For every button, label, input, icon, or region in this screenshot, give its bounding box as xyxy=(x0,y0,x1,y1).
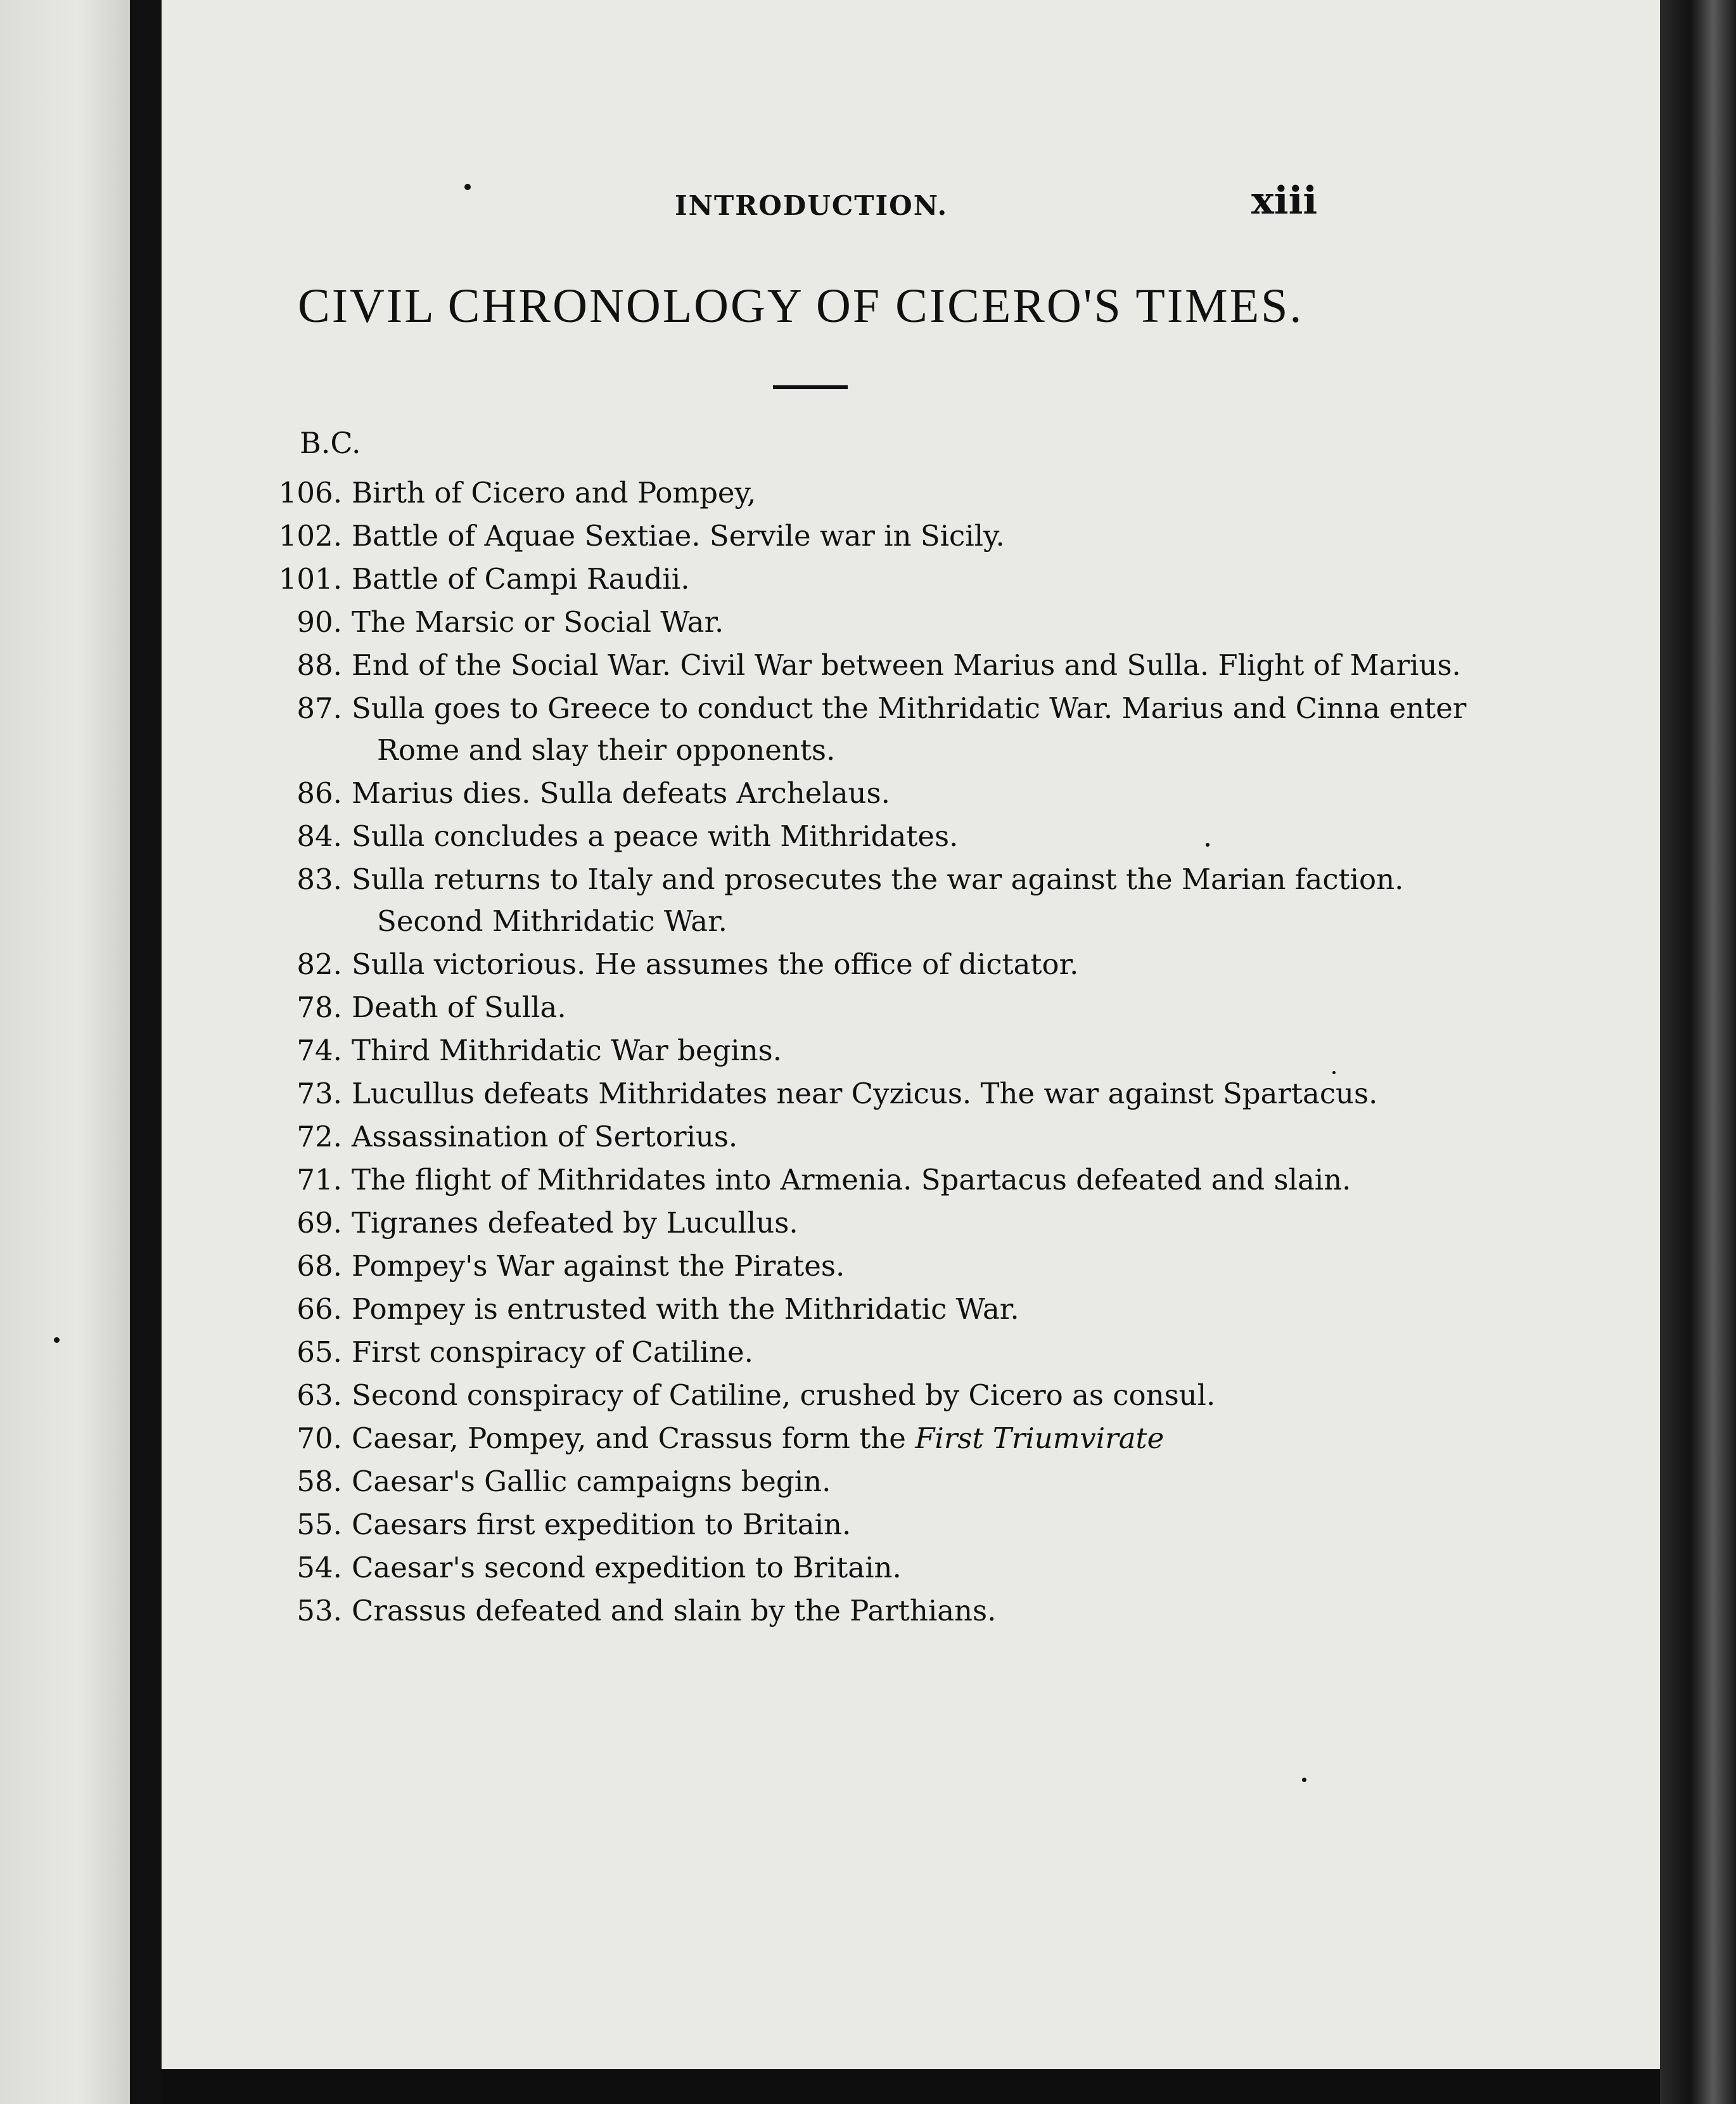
page-edge-bottom xyxy=(162,2069,1660,2104)
entry-year: 69. xyxy=(297,1206,342,1240)
chronology-entry xyxy=(162,688,1660,771)
entry-year: 53. xyxy=(297,1594,342,1627)
entry-text-main: First conspiracy of Catiline. xyxy=(352,1335,753,1369)
chronology-entry xyxy=(162,1073,1660,1115)
entry-text xyxy=(352,601,1511,643)
entry-text-main: Marius dies. Sulla defeats Archelaus. xyxy=(352,776,890,810)
entry-text xyxy=(352,816,1511,857)
entry-text xyxy=(352,944,1511,985)
entry-text-main: Second conspiracy of Catiline, crushed by Cicero as consul. xyxy=(352,1378,1216,1412)
entry-text-main: Assassination of Sertorius. xyxy=(352,1120,738,1153)
chronology-entry xyxy=(162,1547,1660,1589)
entry-year: 102. xyxy=(278,519,342,553)
chronology-entry xyxy=(162,558,1660,600)
entry-text xyxy=(352,1375,1511,1416)
entry-text xyxy=(352,645,1511,686)
chronology-entry xyxy=(162,1461,1660,1503)
entry-year: 83. xyxy=(297,863,342,896)
facing-page-edge xyxy=(0,0,130,2104)
entry-text-main: The flight of Mithridates into Armenia. Spartacus defeated and slain. xyxy=(352,1163,1351,1196)
chronology-entry xyxy=(162,944,1660,985)
entry-text-main: Death of Sulla. xyxy=(352,991,566,1024)
entry-text-main: Caesar's Gallic campaigns begin. xyxy=(352,1465,831,1498)
entry-text xyxy=(352,1159,1511,1201)
entry-text-main: The Marsic or Social War. xyxy=(352,605,724,639)
entry-text-main: Battle of Aquae Sextiae. Servile war in Sicily. xyxy=(352,519,1005,553)
entry-text xyxy=(352,1418,1511,1459)
entry-text-main: Third Mithridatic War begins. xyxy=(352,1034,782,1067)
entry-year: 86. xyxy=(297,776,342,810)
entry-year: 63. xyxy=(297,1378,342,1412)
entry-text-main: Crassus defeated and slain by the Parthians. xyxy=(352,1594,997,1627)
entry-text-main: Sulla returns to Italy and prosecutes the war against the Marian faction. Second Mithridatic War. xyxy=(352,863,1404,938)
scan-speck xyxy=(54,1337,60,1343)
entry-year: 71. xyxy=(297,1163,342,1196)
chronology-list xyxy=(162,472,1660,1633)
entry-year: 101. xyxy=(278,562,342,596)
entry-text xyxy=(352,1461,1511,1503)
entry-text xyxy=(352,1331,1511,1373)
era-label: B.C. xyxy=(300,426,361,460)
running-head xyxy=(162,179,1660,241)
entry-year: 66. xyxy=(297,1292,342,1326)
page-edge-right xyxy=(1660,0,1736,2104)
entry-text xyxy=(352,987,1511,1029)
entry-text xyxy=(352,1030,1511,1072)
entry-text-italic: First Triumvirate xyxy=(915,1421,1165,1455)
entry-text xyxy=(352,1245,1511,1287)
scan-speck xyxy=(1302,1778,1306,1782)
entry-text-main: Tigranes defeated by Lucullus. xyxy=(352,1206,798,1240)
chronology-entry xyxy=(162,1288,1660,1330)
chronology-entry xyxy=(162,645,1660,686)
chronology-entry xyxy=(162,472,1660,514)
entry-text xyxy=(352,688,1511,771)
entry-text xyxy=(352,1590,1511,1632)
entry-year: 88. xyxy=(297,648,342,682)
chronology-entry xyxy=(162,987,1660,1029)
chronology-entry xyxy=(162,773,1660,814)
entry-text-main: Caesar, Pompey, and Crassus form the xyxy=(352,1421,916,1455)
chronology-entry xyxy=(162,1418,1660,1459)
entry-year: 82. xyxy=(297,947,342,981)
scan-speck xyxy=(1332,1071,1336,1074)
entry-text-main: Sulla concludes a peace with Mithridates. xyxy=(352,819,959,853)
entry-text xyxy=(352,773,1511,814)
entry-text xyxy=(352,515,1511,557)
entry-text-main: Pompey's War against the Pirates. xyxy=(352,1249,845,1283)
entry-text-main: Battle of Campi Raudii. xyxy=(352,562,690,596)
book-page xyxy=(162,0,1660,2069)
entry-year: 65. xyxy=(297,1335,342,1369)
entry-text-main: Pompey is entrusted with the Mithridatic War. xyxy=(352,1292,1019,1326)
chronology-entry xyxy=(162,1202,1660,1244)
entry-text-main: End of the Social War. Civil War between Marius and Sulla. Flight of Marius. xyxy=(352,648,1461,682)
entry-text xyxy=(352,859,1511,942)
entry-year: 84. xyxy=(297,819,342,853)
title-rule xyxy=(773,385,848,389)
chronology-entry xyxy=(162,859,1660,942)
chronology-entry xyxy=(162,601,1660,643)
scan-speck xyxy=(464,184,471,190)
chronology-entry xyxy=(162,1159,1660,1201)
chapter-title: CIVIL CHRONOLOGY OF CICERO'S TIMES. xyxy=(298,279,1304,333)
entry-year: 55. xyxy=(297,1508,342,1541)
entry-text-main: Caesars first expedition to Britain. xyxy=(352,1508,852,1541)
entry-year: 72. xyxy=(297,1120,342,1153)
entry-year: 87. xyxy=(297,691,342,725)
entry-year: 90. xyxy=(297,605,342,639)
entry-year: 73. xyxy=(297,1077,342,1110)
chronology-entry xyxy=(162,1590,1660,1632)
entry-text-main: Lucullus defeats Mithridates near Cyzicus. The war against Spartacus. xyxy=(352,1077,1378,1110)
entry-year: 70. xyxy=(297,1421,342,1455)
entry-year: 54. xyxy=(297,1551,342,1584)
chronology-entry xyxy=(162,1030,1660,1072)
chronology-entry xyxy=(162,1331,1660,1373)
entry-text xyxy=(352,1504,1511,1546)
entry-text xyxy=(352,1547,1511,1589)
chronology-entry xyxy=(162,1504,1660,1546)
chronology-entry xyxy=(162,816,1660,857)
chronology-entry xyxy=(162,1375,1660,1416)
entry-text-main: Sulla victorious. He assumes the office of dictator. xyxy=(352,947,1079,981)
entry-year: 58. xyxy=(297,1465,342,1498)
entry-text-main: Birth of Cicero and Pompey, xyxy=(352,476,756,510)
entry-text-main: Caesar's second expedition to Britain. xyxy=(352,1551,902,1584)
entry-text-main: Sulla goes to Greece to conduct the Mithridatic War. Marius and Cinna enter Rome and slay their opponents. xyxy=(352,691,1467,767)
page-number: xiii xyxy=(1251,179,1318,223)
entry-text xyxy=(352,472,1511,514)
entry-text xyxy=(352,558,1511,600)
chronology-entry xyxy=(162,1116,1660,1158)
book-gutter xyxy=(130,0,162,2104)
entry-year: 78. xyxy=(297,991,342,1024)
entry-text xyxy=(352,1116,1511,1158)
entry-text xyxy=(352,1288,1511,1330)
running-title: INTRODUCTION. xyxy=(675,190,948,221)
chronology-entry xyxy=(162,515,1660,557)
entry-year: 74. xyxy=(297,1034,342,1067)
entry-year: 106. xyxy=(278,476,342,510)
entry-text xyxy=(352,1073,1511,1115)
entry-text xyxy=(352,1202,1511,1244)
chronology-entry xyxy=(162,1245,1660,1287)
entry-year: 68. xyxy=(297,1249,342,1283)
scan-speck xyxy=(1206,843,1209,847)
